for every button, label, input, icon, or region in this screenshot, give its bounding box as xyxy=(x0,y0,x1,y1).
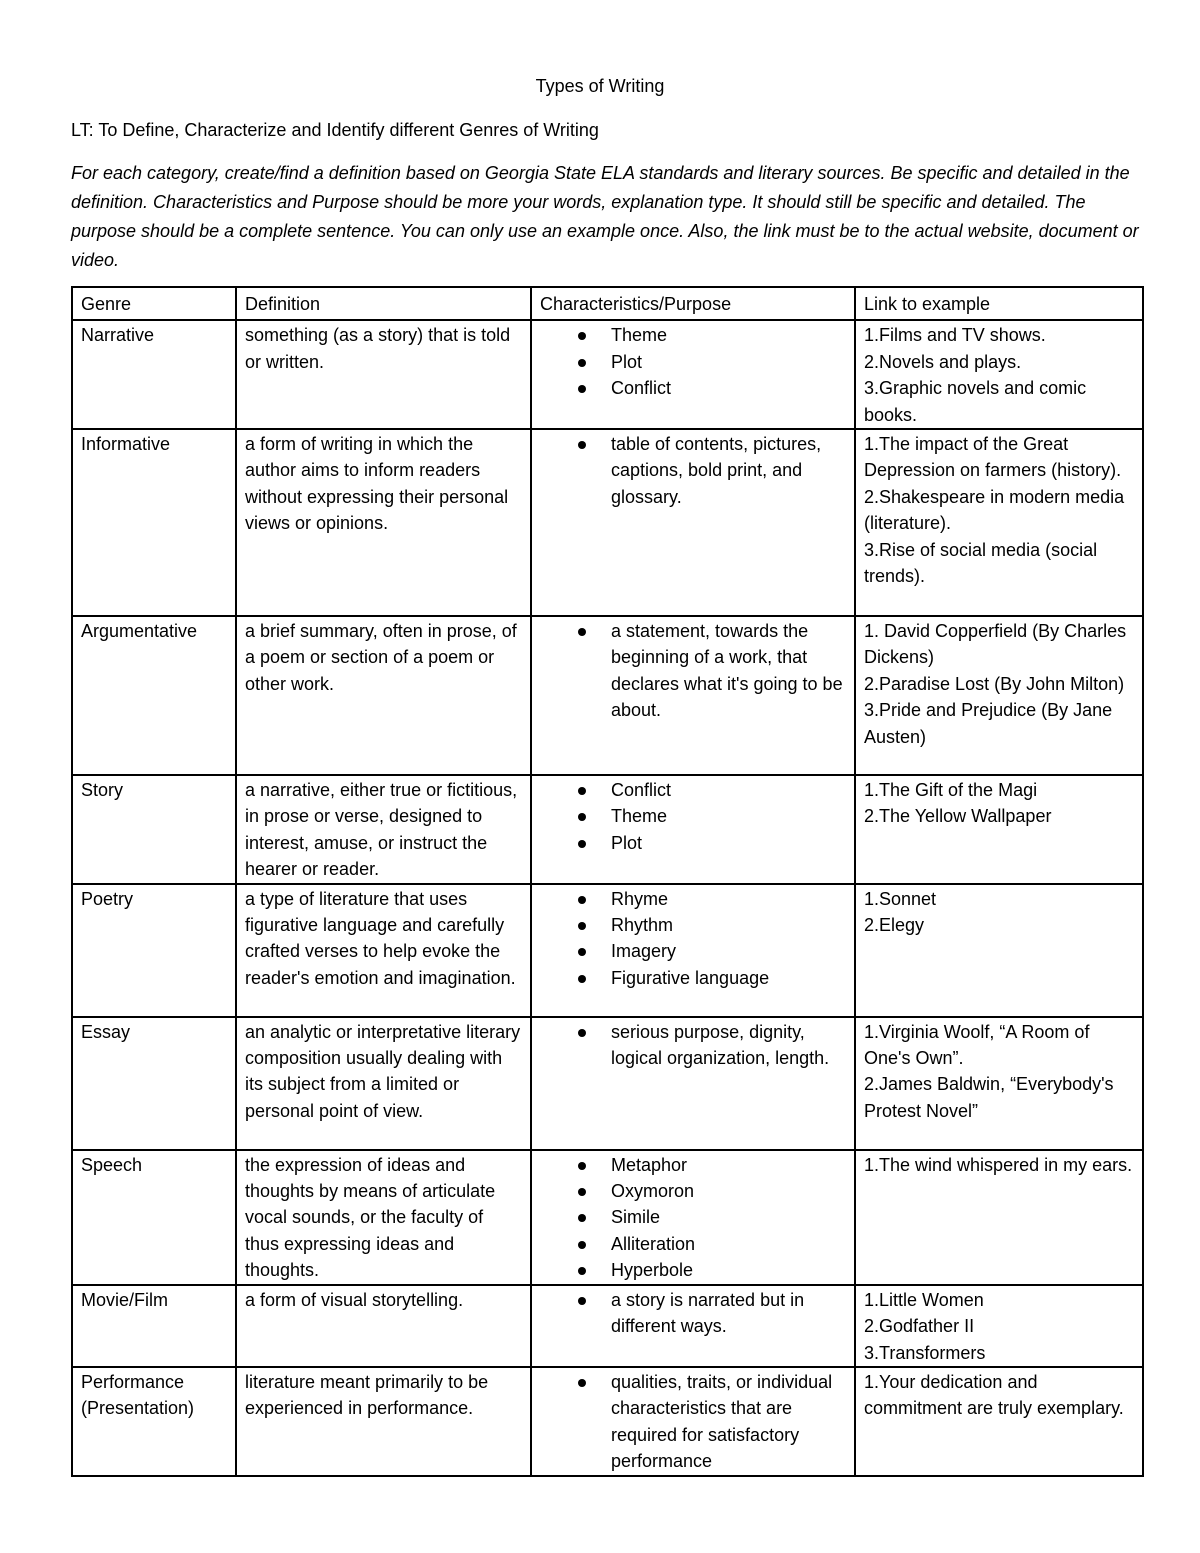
characteristics-cell xyxy=(531,884,855,1017)
genre-cell: Movie/Film xyxy=(72,1285,236,1367)
example-item: 3.Transformers xyxy=(864,1342,986,1363)
characteristic-item: Alliteration xyxy=(540,1231,846,1257)
example-item: 1. David Copperfield (By Charles Dickens) xyxy=(864,621,1127,668)
characteristics-list xyxy=(540,1287,846,1340)
header-genre: Genre xyxy=(72,287,236,320)
characteristic-item: Hyperbole xyxy=(540,1257,846,1283)
characteristic-item: Plot xyxy=(540,349,846,375)
characteristic-item: qualities, traits, or individual characteristics that are required for satisfactory performance xyxy=(540,1369,846,1475)
example-item: 1.Virginia Woolf, “A Room of One's Own”. xyxy=(864,1021,1090,1069)
characteristics-list xyxy=(540,1369,846,1475)
definition-cell: something (as a story) that is told or written. xyxy=(236,320,531,429)
example-item: 1.The wind whispered in my ears. xyxy=(864,1154,1133,1175)
example-item: 1.Films and TV shows. xyxy=(864,325,1046,346)
definition-cell: literature meant primarily to be experienced in performance. xyxy=(236,1367,531,1476)
header-characteristics: Characteristics/Purpose xyxy=(531,287,855,320)
example-list xyxy=(864,1019,1134,1125)
example-list xyxy=(864,431,1134,589)
genres-table xyxy=(71,286,1144,1477)
characteristics-cell xyxy=(531,775,855,884)
characteristic-item: Figurative language xyxy=(540,965,846,991)
example-links-cell xyxy=(855,1367,1143,1476)
characteristics-cell xyxy=(531,1017,855,1150)
example-list xyxy=(864,1369,1134,1422)
characteristics-cell xyxy=(531,616,855,775)
characteristic-item: Plot xyxy=(540,830,846,856)
table-row xyxy=(72,1150,1143,1285)
characteristic-item: a statement, towards the beginning of a work, that declares what it's going to be about. xyxy=(540,618,846,724)
characteristics-list xyxy=(540,886,846,992)
genre-cell: Poetry xyxy=(72,884,236,1017)
example-item: 3.Rise of social media (social trends). xyxy=(864,539,1098,587)
example-item: 2.The Yellow Wallpaper xyxy=(864,806,1052,827)
example-list xyxy=(864,1152,1134,1178)
characteristics-cell xyxy=(531,1285,855,1367)
example-item: 1.The Gift of the Magi xyxy=(864,780,1038,801)
genre-cell: Story xyxy=(72,775,236,884)
table-row xyxy=(72,429,1143,616)
example-item: 1.Your dedication and commitment are truly exemplary. xyxy=(864,1371,1124,1419)
table-row xyxy=(72,1367,1143,1476)
characteristics-list xyxy=(540,1019,846,1072)
characteristic-item: Theme xyxy=(540,322,846,348)
example-item: 3.Graphic novels and comic books. xyxy=(864,378,1087,425)
table-row xyxy=(72,1017,1143,1150)
example-item: 2.Paradise Lost (By John Milton) xyxy=(864,673,1125,694)
table-body xyxy=(72,320,1143,1475)
example-list xyxy=(864,777,1134,830)
example-list xyxy=(864,322,1134,428)
example-list xyxy=(864,886,1134,939)
characteristic-item: Simile xyxy=(540,1204,846,1230)
example-item: 2.Godfather II xyxy=(864,1316,975,1337)
characteristics-cell xyxy=(531,1150,855,1285)
definition-cell: a type of literature that uses figurative language and carefully crafted verses to help evoke the reader's emotion and imagination. xyxy=(236,884,531,1017)
characteristic-item: Oxymoron xyxy=(540,1178,846,1204)
document-title: Types of Writing xyxy=(535,76,665,96)
characteristic-item: Rhyme xyxy=(540,886,846,912)
header-link-to-example: Link to example xyxy=(855,287,1143,320)
characteristic-item: a story is narrated but in different ways. xyxy=(540,1287,846,1340)
example-item: 2.Novels and plays. xyxy=(864,351,1022,372)
characteristics-list xyxy=(540,431,846,510)
characteristics-cell xyxy=(531,1367,855,1476)
example-links-cell xyxy=(855,1150,1143,1285)
example-list xyxy=(864,618,1134,750)
example-links-cell xyxy=(855,616,1143,775)
example-item: 2.Elegy xyxy=(864,915,925,936)
characteristic-item: Conflict xyxy=(540,375,846,401)
genre-cell: Argumentative xyxy=(72,616,236,775)
characteristics-list xyxy=(540,777,846,856)
definition-cell: a narrative, either true or fictitious, in prose or verse, designed to interest, amuse, or instruct the hearer or reader. xyxy=(236,775,531,884)
header-definition: Definition xyxy=(236,287,531,320)
table-row xyxy=(72,1285,1143,1367)
example-links-cell xyxy=(855,1017,1143,1150)
characteristic-item: Imagery xyxy=(540,938,846,964)
definition-cell: an analytic or interpretative literary composition usually dealing with its subject from a limited or personal point of view. xyxy=(236,1017,531,1150)
table-row xyxy=(72,775,1143,884)
example-links-cell xyxy=(855,320,1143,429)
characteristic-item: Theme xyxy=(540,803,846,829)
characteristic-item: table of contents, pictures, captions, bold print, and glossary. xyxy=(540,431,846,510)
example-item: 2.Shakespeare in modern media (literature). xyxy=(864,486,1125,534)
example-item: 1.The impact of the Great Depression on farmers (history). xyxy=(864,434,1122,481)
definition-cell: the expression of ideas and thoughts by means of articulate vocal sounds, or the faculty of thus expressing ideas and thoughts. xyxy=(236,1150,531,1285)
characteristics-cell xyxy=(531,320,855,429)
definition-cell: a form of visual storytelling. xyxy=(236,1285,531,1367)
definition-cell: a brief summary, often in prose, of a poem or section of a poem or other work. xyxy=(236,616,531,775)
instructions-paragraph: For each category, create/find a definition based on Georgia State ELA standards and literary sources. Be specific and detailed in the definition. Characteristics and Purpose should be more your words, explanation type. It should still be specific and detailed. The purpose should be a complete sentence. You can only use an example once. Also, the link must be to the actual website, document or video. xyxy=(71,163,1139,270)
definition-cell: a form of writing in which the author aims to inform readers without expressing their personal views or opinions. xyxy=(236,429,531,616)
example-links-cell xyxy=(855,429,1143,616)
characteristics-cell xyxy=(531,429,855,616)
table-row xyxy=(72,320,1143,429)
genre-cell: Essay xyxy=(72,1017,236,1150)
genre-cell: Performance (Presentation) xyxy=(72,1367,236,1476)
learning-target: LT: To Define, Characterize and Identify different Genres of Writing xyxy=(71,120,599,140)
characteristics-list xyxy=(540,1152,846,1284)
genre-cell: Informative xyxy=(72,429,236,616)
characteristic-item: Metaphor xyxy=(540,1152,846,1178)
example-item: 1.Little Women xyxy=(864,1289,984,1310)
table-row xyxy=(72,616,1143,775)
example-item: 3.Pride and Prejudice (By Jane Austen) xyxy=(864,700,1113,747)
characteristics-list xyxy=(540,618,846,724)
characteristics-list xyxy=(540,322,846,401)
characteristic-item: Rhythm xyxy=(540,912,846,938)
characteristic-item: serious purpose, dignity, logical organization, length. xyxy=(540,1019,846,1072)
example-item: 2.James Baldwin, “Everybody's Protest Novel” xyxy=(864,1074,1114,1121)
example-item: 1.Sonnet xyxy=(864,888,937,909)
genre-cell: Narrative xyxy=(72,320,236,429)
example-links-cell xyxy=(855,1285,1143,1367)
example-links-cell xyxy=(855,775,1143,884)
example-list xyxy=(864,1287,1134,1366)
genre-cell: Speech xyxy=(72,1150,236,1285)
table-row xyxy=(72,884,1143,1017)
table-header-row xyxy=(72,287,1143,320)
characteristic-item: Conflict xyxy=(540,777,846,803)
example-links-cell xyxy=(855,884,1143,1017)
